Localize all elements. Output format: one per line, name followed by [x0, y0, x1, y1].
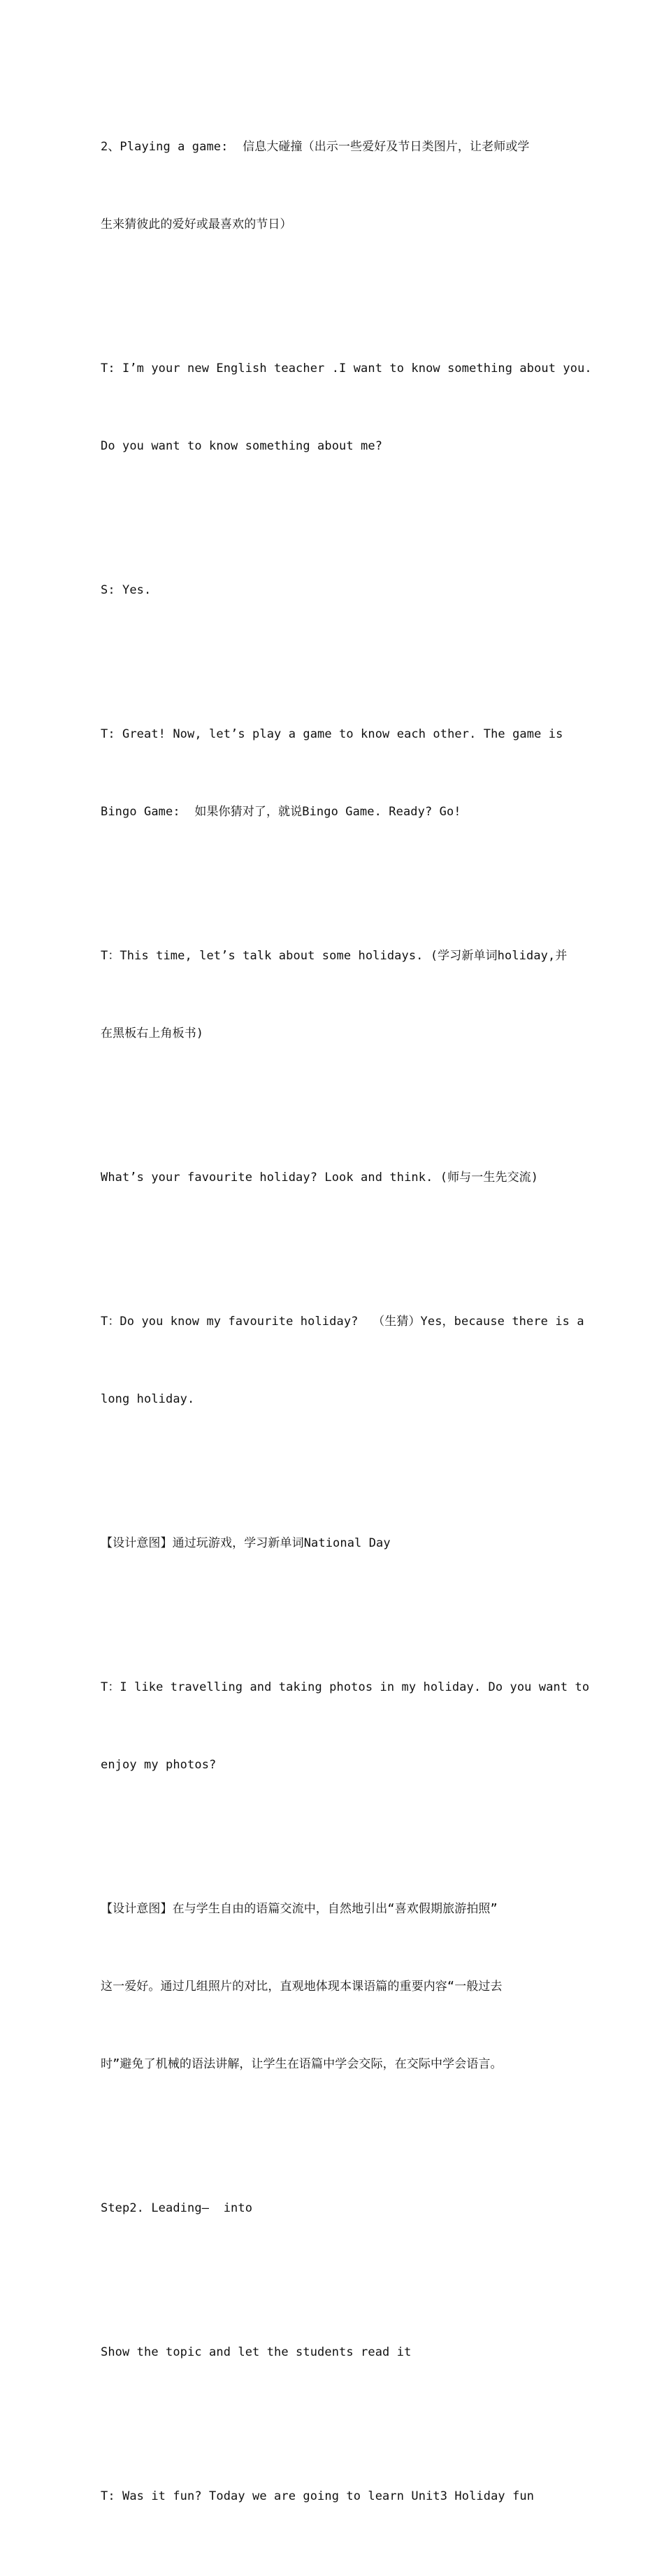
- paragraph-student-yes: [101, 526, 568, 655]
- paragraph-holidays: [101, 892, 568, 1099]
- text-line: T: I’m your new English teacher .I want to know something about you.: [101, 362, 592, 375]
- paragraph-teacher-intro: [101, 304, 592, 511]
- text-line: T：I like travelling and taking photos in my holiday. Do you want to: [101, 1680, 590, 1694]
- text-line: 在黑板右上角板书): [101, 1026, 204, 1040]
- text-line: 生来猜彼此的爱好或最喜欢的节日）: [101, 217, 292, 231]
- text-line: 【设计意图】在与学生自由的语篇交流中，自然地引出“喜欢假期旅游拍照”: [101, 1902, 498, 1916]
- paragraph-show-topic: [101, 2288, 568, 2417]
- text-line: Bingo Game: 如果你猜对了，就说Bingo Game. Ready? Go!: [101, 805, 461, 819]
- text-line: 这一爱好。通过几组照片的对比，直观地体现本课语篇的重要内容“一般过去: [101, 1980, 503, 1994]
- text-line: T：This time, let’s talk about some holidays. (学习新单词holiday,并: [101, 949, 568, 963]
- paragraph-guess-holiday: [101, 1257, 584, 1464]
- text-line: T: Great! Now, let’s play a game to know each other. The game is: [101, 727, 563, 741]
- text-line: S: Yes.: [101, 583, 152, 597]
- paragraph-unit3: [101, 2432, 568, 2561]
- text-line: 2、Playing a game: 信息大碰撞（出示一些爱好及节日类图片，让老师或学: [101, 140, 530, 154]
- text-line: enjoy my photos?: [101, 1758, 217, 1772]
- text-line: Step2. Leading— into: [101, 2201, 253, 2215]
- text-line: Do you want to know something about me?: [101, 439, 383, 453]
- text-line: T: Was it fun? Today we are going to learn Unit3 Holiday fun: [101, 2489, 535, 2503]
- text-line: long holiday.: [101, 1392, 195, 1406]
- paragraph-photos: [101, 1623, 590, 1830]
- paragraph-game-intro: [101, 83, 568, 289]
- paragraph-favourite-holiday: [101, 1113, 568, 1243]
- paragraph-design-intent-2: [101, 1845, 568, 2129]
- text-line: 【设计意图】通过玩游戏，学习新单词National Day: [101, 1536, 391, 1550]
- text-line: What’s your favourite holiday? Look and think. (师与一生先交流): [101, 1171, 539, 1185]
- paragraph-bingo-game: [101, 670, 568, 877]
- text-line: T：Do you know my favourite holiday? （生猜）Yes，because there is a: [101, 1315, 584, 1329]
- paragraph-design-intent-1: [101, 1479, 568, 1608]
- paragraph-step2-heading: [101, 2144, 568, 2273]
- document-body: [101, 83, 592, 2576]
- text-line: 时”避免了机械的语法讲解，让学生在语篇中学会交际，在交际中学会语言。: [101, 2057, 503, 2071]
- text-line: Show the topic and let the students read it: [101, 2345, 412, 2359]
